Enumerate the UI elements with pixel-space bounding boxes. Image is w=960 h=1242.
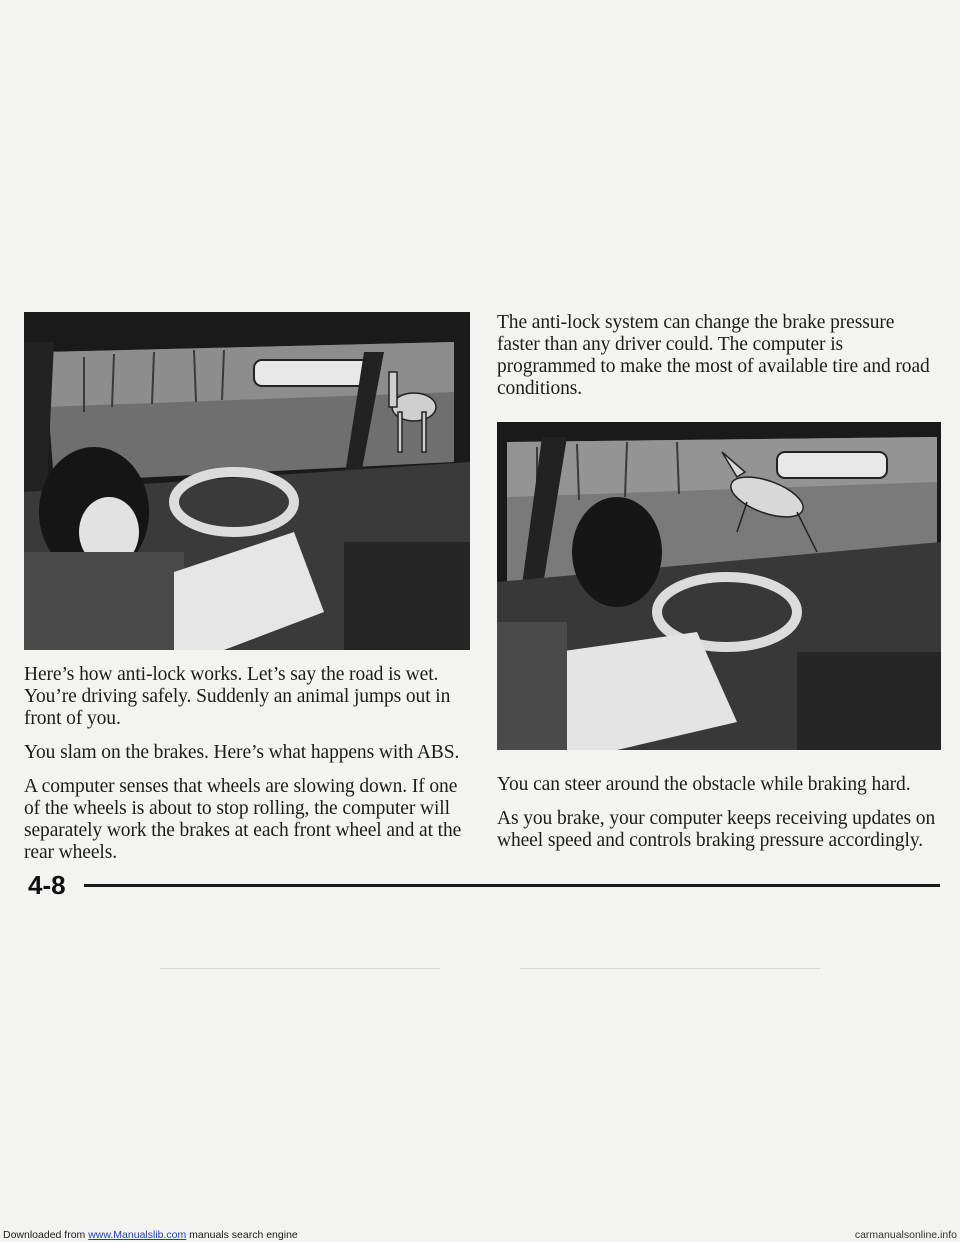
download-prefix: Downloaded from <box>3 1229 89 1241</box>
faint-divider <box>520 968 820 969</box>
computer-senses-paragraph: A computer senses that wheels are slowing down. If one of the wheels is about to stop rolling, the computer will separately work the brakes at each front wheel and at the rear wheels. <box>24 776 462 863</box>
faint-divider <box>160 968 440 969</box>
driver-steering-illustration <box>497 422 941 750</box>
brakes-paragraph: You slam on the brakes. Here’s what happens with ABS. <box>24 742 460 763</box>
anti-lock-system-paragraph: The anti-lock system can change the brake pressure faster than any driver could. The computer is programmed to make the most of available tire and road conditions. <box>497 312 930 399</box>
page-footer <box>28 870 940 901</box>
download-bar <box>0 1228 960 1242</box>
watermark: carmanualsonline.info <box>854 1229 957 1241</box>
download-suffix: manuals search engine <box>186 1229 298 1241</box>
left-column <box>24 312 470 876</box>
manualslib-link[interactable]: www.Manualslib.com <box>88 1229 187 1241</box>
page-number: 4-8 <box>28 870 66 900</box>
computer-updates-paragraph: As you brake, your computer keeps receiving updates on wheel speed and controls braking pressure accordingly. <box>497 808 936 851</box>
right-column <box>497 312 941 864</box>
steer-around-paragraph: You can steer around the obstacle while braking hard. <box>497 774 911 795</box>
footer-rule <box>84 884 940 887</box>
anti-lock-intro-paragraph: Here’s how anti-lock works. Let’s say the road is wet. You’re driving safely. Suddenly an animal jumps out in front of you. <box>24 664 451 729</box>
driver-deer-illustration <box>24 312 470 650</box>
